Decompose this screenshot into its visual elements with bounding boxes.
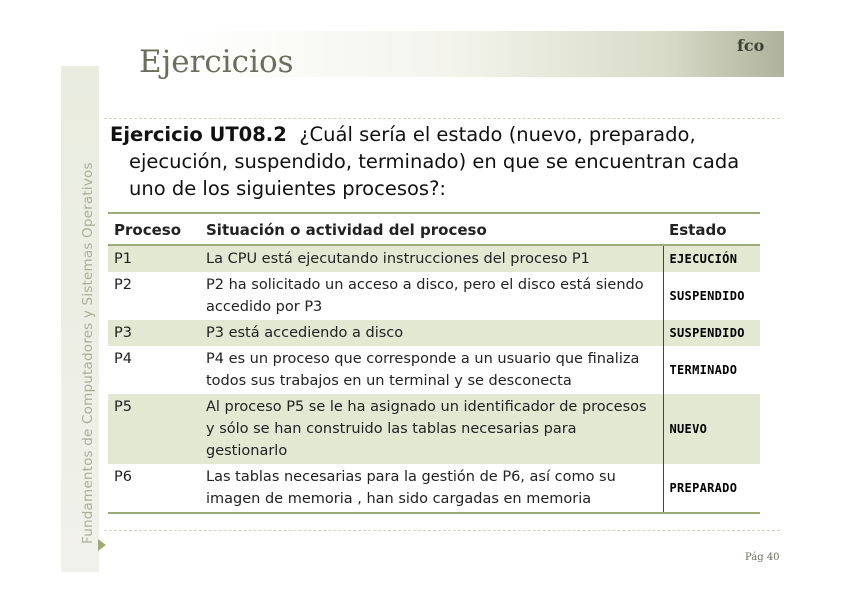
- page-number: Pág 40: [745, 552, 780, 563]
- cell-estado: NUEVO: [663, 394, 760, 464]
- cell-estado: EJECUCIÓN: [663, 245, 760, 272]
- cell-estado: TERMINADO: [663, 346, 760, 394]
- header-proceso: Proceso: [108, 213, 200, 245]
- cell-situacion: La CPU está ejecutando instrucciones del proceso P1: [200, 245, 663, 272]
- table-row: [108, 346, 760, 394]
- slide-title: Ejercicios: [139, 44, 294, 80]
- table-header-row: [108, 213, 760, 245]
- cell-proceso: P5: [108, 394, 200, 464]
- table-row: [108, 272, 760, 320]
- header-situacion: Situación o actividad del proceso: [200, 213, 663, 245]
- exercise-label: Ejercicio UT08.2: [110, 123, 287, 146]
- table-row: [108, 245, 760, 272]
- cell-estado: SUSPENDIDO: [663, 272, 760, 320]
- bottom-divider: [104, 530, 780, 531]
- table-row: [108, 394, 760, 464]
- cell-estado: SUSPENDIDO: [663, 320, 760, 346]
- cell-proceso: P1: [108, 245, 200, 272]
- table-row: [108, 464, 760, 513]
- cell-situacion: P2 ha solicitado un acceso a disco, pero el disco está siendo accedido por P3: [206, 277, 644, 315]
- side-course-label: Fundamentos de Computadores y Sistemas Operativos: [80, 162, 96, 544]
- process-table: [108, 212, 760, 514]
- table-row: [108, 320, 760, 346]
- brand-logo: fco: [737, 36, 765, 55]
- cell-proceso: P3: [108, 320, 200, 346]
- triangle-arrow-icon: [98, 539, 106, 551]
- cell-estado: PREPARADO: [663, 464, 760, 513]
- cell-situacion: Las tablas necesarias para la gestión de P6, así como su imagen de memoria , han sido cargadas en memoria: [200, 464, 663, 513]
- top-divider: [104, 118, 780, 119]
- question-line-1: ¿Cuál sería el estado (nuevo, preparado,: [299, 123, 696, 146]
- question-line-2: ejecución, suspendido, terminado) en que se encuentran cada: [129, 150, 740, 173]
- question-line-3: uno de los siguientes procesos?:: [129, 177, 446, 200]
- cell-situacion: P3 está accediendo a disco: [200, 320, 663, 346]
- question-text: [110, 121, 770, 202]
- cell-proceso: P2: [114, 277, 132, 293]
- header-estado: Estado: [663, 213, 760, 245]
- cell-proceso: P4: [114, 351, 132, 367]
- cell-situacion: P4 es un proceso que corresponde a un usuario que finaliza todos sus trabajos en un terminal y se desconecta: [206, 351, 640, 389]
- cell-proceso: P6: [108, 464, 200, 513]
- cell-situacion: Al proceso P5 se le ha asignado un identificador de procesos y sólo se han construido las tablas necesarias para gestionarlo: [200, 394, 663, 464]
